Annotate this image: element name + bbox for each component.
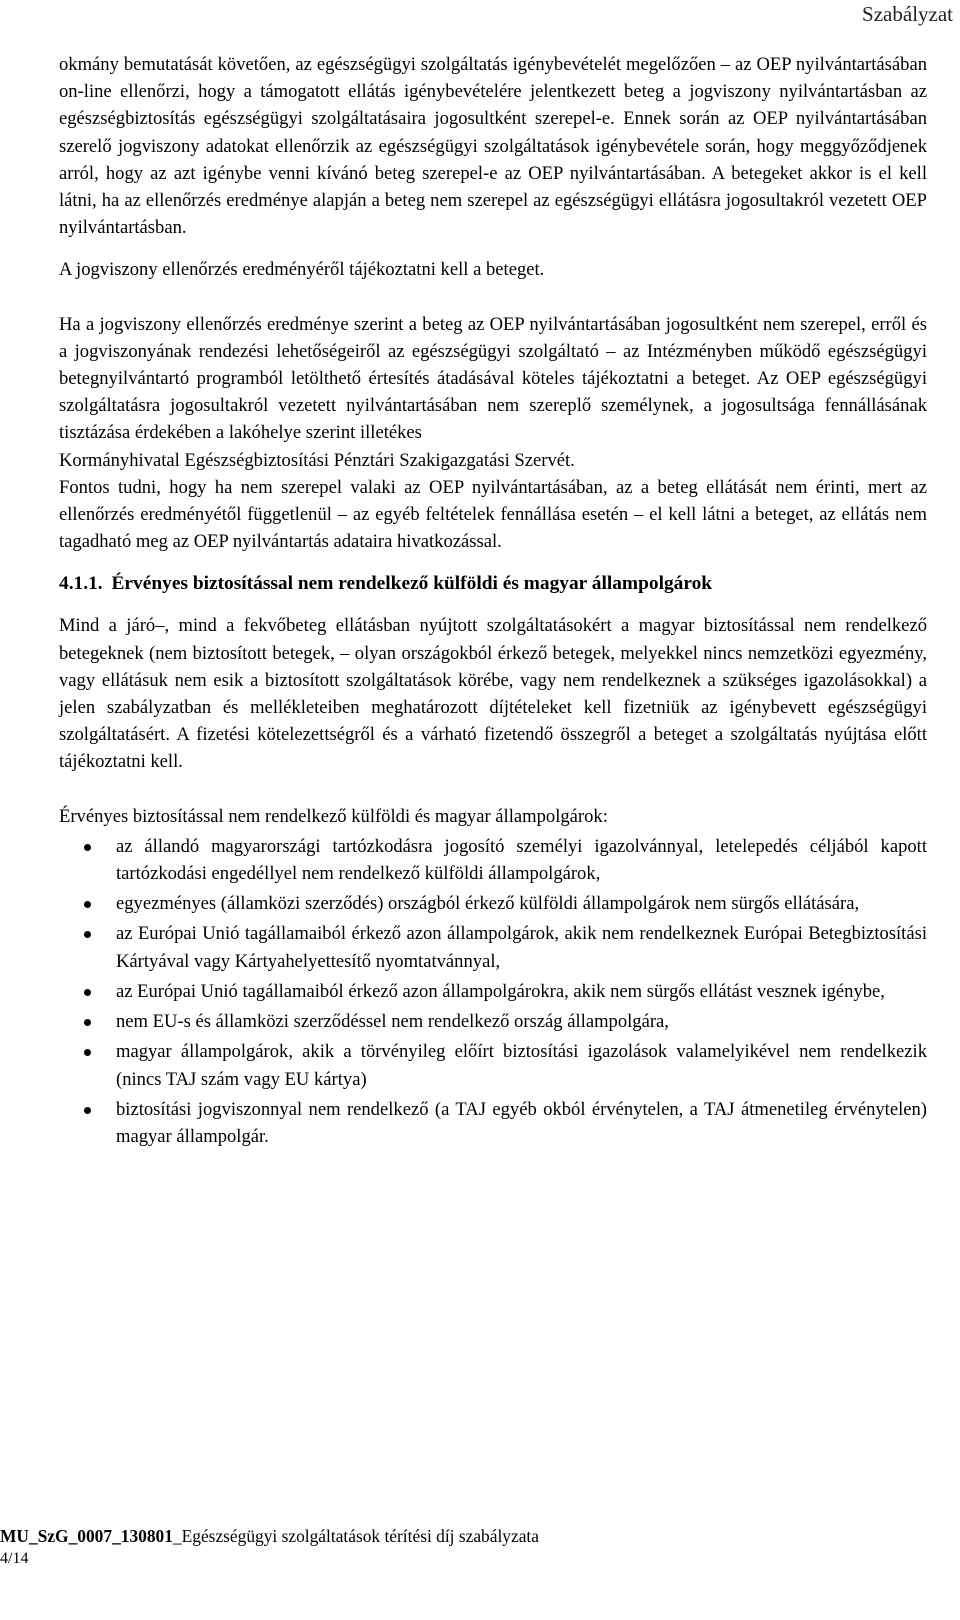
section-heading (59, 570, 927, 597)
list-item (59, 1096, 927, 1150)
paragraph-inform-patient: A jogviszony ellenőrzés eredményéről tájékoztatni kell a beteget. (59, 259, 545, 281)
list-item-text: az Európai Unió tagállamaiból érkező azon állampolgárok, akik nem rendelkeznek Európai Betegbiztosítási Kártyával vagy Kártyahelyettesítő nyomtatvánnyal, (116, 923, 927, 972)
list-item (59, 1008, 927, 1035)
header-section-title: Szabályzat (862, 2, 953, 26)
list-intro: Érvényes biztosítással nem rendelkező külföldi és magyar állampolgárok: (59, 805, 608, 827)
paragraph-not-eligible: Ha a jogviszony ellenőrzés eredménye szerint a beteg az OEP nyilvántartásában jogosultként nem szerepel, erről és a jogviszonyának rendezési lehetőségeiről az egészségügyi szolgáltató – az Intézményben működő egészségügyi betegnyilvántartó programból letölthető értesítés átadásával köteles tájékoztatni a beteget. Az OEP egészségügyi szolgáltatásra jogosultakról vezetett nyilvántartásában nem szereplő személynek, a jogosultsága fennállásának tisztázása érdekében a lakóhelye szerint illetékes (59, 313, 927, 444)
paragraph-eligibility-check: okmány bemutatását követően, az egészségügyi szolgáltatás igénybevételét megelőzően – az OEP nyilvántartásában on-line ellenőrzi, hogy a támogatott ellátás igénybevételére jelentkezett beteg a jogviszony nyilvántartásban az egészségbiztosítás egészségügyi szolgáltatásaira jogosultként szerepel-e. Ennek során az OEP nyilvántartásában szerelő jogviszony adatokat ellenőrzik az egészségügyi szolgáltatások igénybevétele során, hogy meggyőződjenek arról, hogy az azt igénybe venni kívánó beteg szerepel-e az OEP nyilvántartásában. A betegeket akkor is el kell látni, ha az ellenőrzés eredménye alapján a beteg nem szerepel az egészségügyi ellátásra jogosultakról vezetett OEP nyilvántartásban. (59, 54, 927, 239)
list-item-text: az Európai Unió tagállamaiból érkező azon állampolgárokra, akik nem sürgős ellátást vesznek igénybe, (116, 980, 885, 1002)
footer-doc-title: _Egészségügyi szolgáltatások térítési díj szabályzata (172, 1526, 539, 1546)
footer-doc-code: MU_SzG_0007_130801 (0, 1526, 173, 1546)
list-item-text: biztosítási jogviszonnyal nem rendelkező (a TAJ egyéb okból érvénytelen, a TAJ átmenetileg érvénytelen) magyar állampolgár. (116, 1098, 927, 1147)
list-item (59, 890, 927, 917)
bullet-dot-icon (84, 844, 91, 851)
page-footer (0, 1524, 539, 1570)
section-title: Érvényes biztosítással nem rendelkező külföldi és magyar állampolgárok (111, 573, 713, 595)
list-item (59, 978, 927, 1005)
document-body (59, 51, 927, 1150)
bullet-dot-icon (84, 1049, 91, 1056)
paragraph-authority: Kormányhivatal Egészségbiztosítási Pénztári Szakigazgatási Szervét. (59, 449, 575, 471)
bullet-list (59, 833, 927, 1150)
bullet-dot-icon (84, 1019, 91, 1026)
bullet-dot-icon (84, 931, 91, 938)
list-item-text: nem EU-s és államközi szerződéssel nem rendelkező ország állampolgára, (116, 1011, 669, 1033)
section-number: 4.1.1. (59, 573, 103, 595)
page-number: 4/14 (0, 1550, 29, 1567)
paragraph-fees: Mind a járó–, mind a fekvőbeteg ellátásban nyújtott szolgáltatásokért a magyar biztosítással nem rendelkező betegeknek (nem biztosított betegek, – olyan országokból érkező betegek, melyekkel nincs nemzetközi egyezmény, vagy ellátásuk nem esik a biztosított szolgáltatások körébe, vagy nem rendelkeznek a szükséges igazolásokkal) a jelen szabályzatban és mellékleteiben meghatározott díjtételeket kell fizetniük az igénybevett egészségügyi szolgáltatásért. A fizetési kötelezettségről és a várható fizetendő összegről a beteget a szolgáltatás nyújtása előtt tájékoztatni kell. (59, 615, 927, 773)
list-item (59, 920, 927, 974)
footer-doc-line (0, 1524, 539, 1548)
paragraph-important-note: Fontos tudni, hogy ha nem szerepel valaki az OEP nyilvántartásában, az a beteg ellátását nem érinti, mert az ellenőrzés eredményétől függetlenül – az egyéb feltételek fennállása esetén – el kell látni a beteget, az ellátás nem tagadható meg az OEP nyilvántartás adataira hivatkozással. (59, 476, 927, 553)
bullet-dot-icon (84, 989, 91, 996)
list-item (59, 1038, 927, 1092)
list-item-text: magyar állampolgárok, akik a törvényileg előírt biztosítási igazolások valamelyikével nem rendelkezik (nincs TAJ szám vagy EU kártya) (116, 1041, 927, 1090)
list-item (59, 833, 927, 887)
list-item-text: az állandó magyarországi tartózkodásra jogosító személyi igazolvánnyal, letelepedés céljából kapott tartózkodási engedéllyel nem rendelkező külföldi állampolgárok, (116, 835, 927, 885)
list-item-text: egyezményes (államközi szerződés) országból érkező külföldi állampolgárok nem sürgős ellátására, (116, 893, 860, 915)
bullet-dot-icon (84, 901, 91, 908)
bullet-dot-icon (84, 1107, 91, 1114)
